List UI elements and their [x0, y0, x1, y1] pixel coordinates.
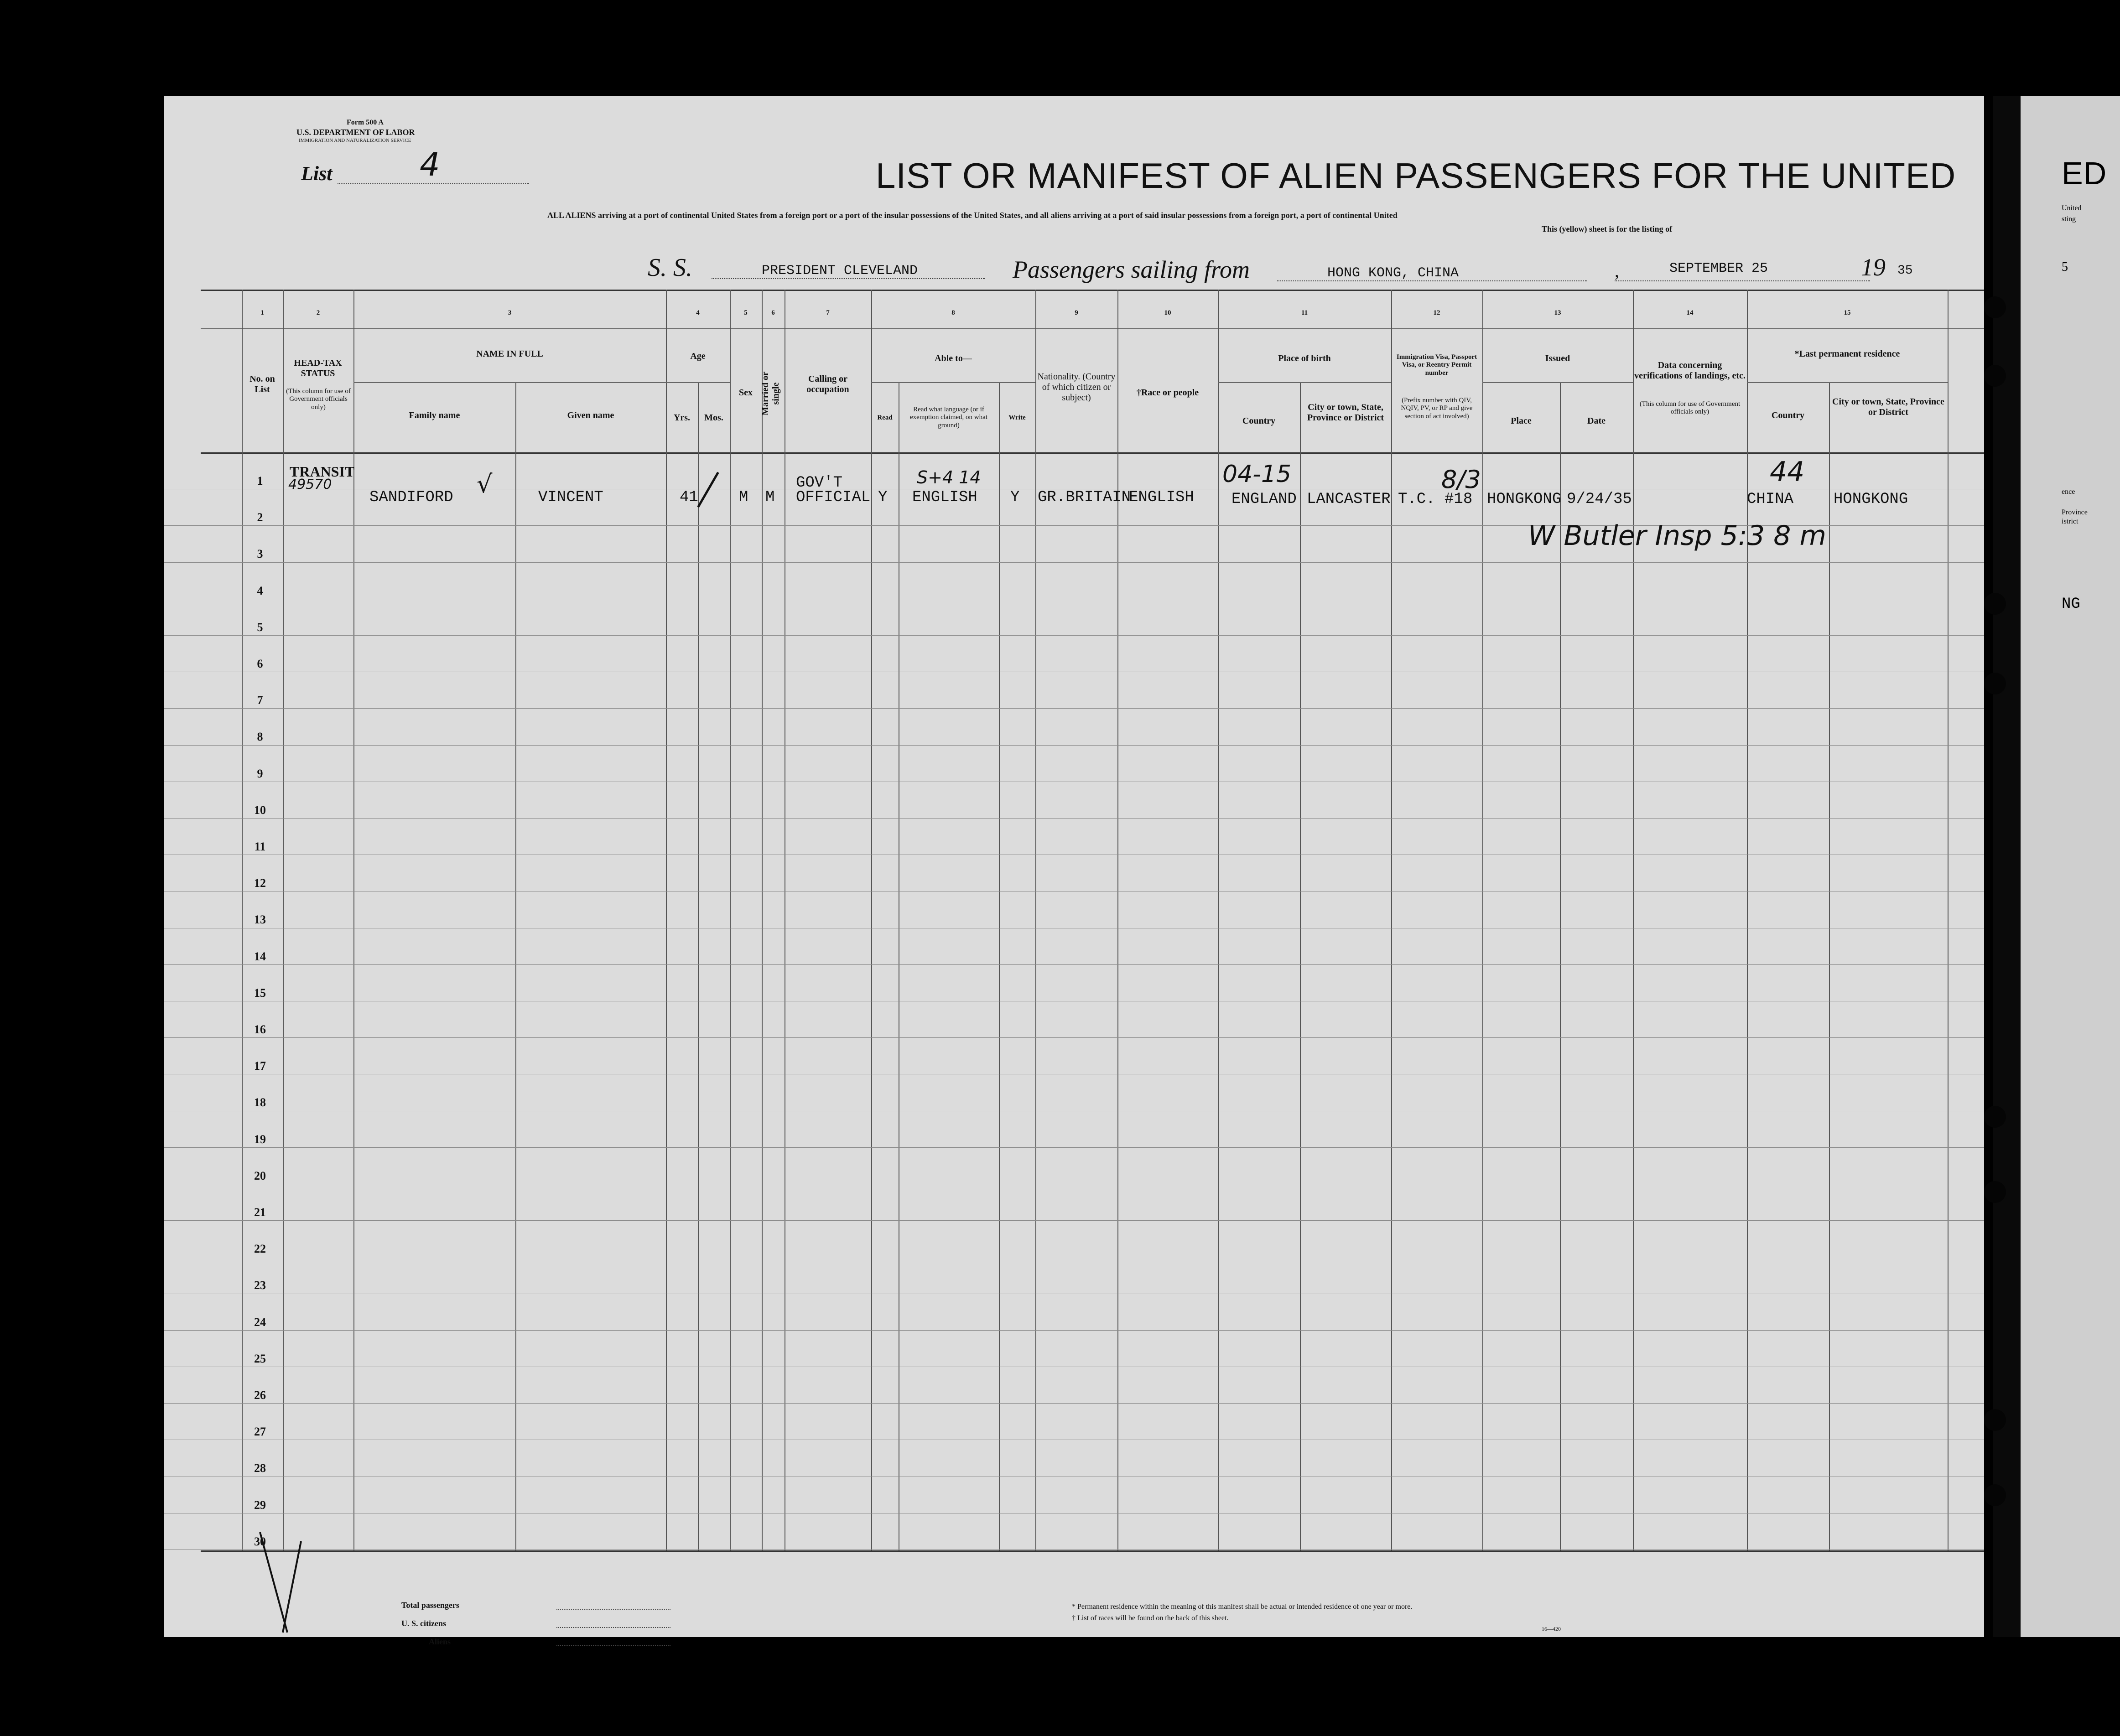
row-divider	[164, 1220, 1984, 1221]
header-issued: Issued	[1545, 353, 1570, 363]
next-page-fragment: istrict	[2062, 518, 2078, 525]
header-calling: Calling or occupation	[806, 374, 849, 394]
row-number: 19	[254, 1132, 266, 1146]
next-page-edge	[1993, 96, 2120, 1637]
header-no-on-list: No. on List	[249, 374, 275, 394]
header-able-to: Able to—	[935, 353, 972, 363]
date-line	[1615, 280, 1870, 281]
issued-place: HONGKONG	[1487, 491, 1562, 508]
binder-hole	[1984, 673, 2006, 694]
column-number: 10	[1164, 309, 1171, 316]
header-issued-place: Place	[1511, 416, 1532, 426]
row-number: 3	[257, 547, 263, 561]
form-number: Form 500 A	[347, 119, 384, 126]
column-number: 13	[1554, 309, 1561, 316]
ss-label: S. S.	[648, 254, 692, 282]
head-tax-status: TRANSIT	[290, 463, 355, 480]
row-number: 28	[254, 1461, 266, 1475]
row-number: 2	[257, 511, 263, 524]
row-divider	[164, 964, 1984, 965]
us-citizens-line	[556, 1627, 670, 1628]
header-sex: Sex	[739, 388, 753, 398]
subtitle-line2: This (yellow) sheet is for the listing of	[1542, 224, 1673, 233]
port: HONG KONG, CHINA	[1327, 265, 1459, 281]
header-head-tax-note: (This column for use of Government officials only)	[286, 388, 351, 411]
handwritten-x-mark	[255, 1523, 328, 1642]
column-number: 11	[1301, 309, 1308, 316]
header-birth-country: Country	[1242, 416, 1276, 426]
header-married: Married or single	[760, 371, 781, 416]
row-number: 25	[254, 1352, 266, 1365]
binder-hole	[1984, 1484, 2006, 1506]
last-residence-country: CHINA	[1747, 491, 1794, 508]
row-divider	[164, 1147, 1984, 1148]
row-number: 16	[254, 1023, 266, 1036]
header-bottom-border	[201, 452, 1984, 454]
row-number: 15	[254, 986, 266, 1000]
binder-hole	[1984, 296, 2006, 318]
binder-hole	[1984, 593, 2006, 615]
column-number-divider	[201, 328, 1984, 329]
row-number: 1	[257, 474, 263, 487]
column-number: 8	[951, 309, 955, 316]
row-number: 18	[254, 1096, 266, 1109]
footnote-races: † List of races will be found on the back of this sheet.	[1072, 1614, 1229, 1622]
column-number: 15	[1844, 309, 1851, 316]
column-number: 5	[744, 309, 748, 316]
next-page-fragment: sting	[2062, 215, 2076, 223]
visa-number: T.C. #18	[1398, 491, 1473, 508]
row-divider	[164, 1330, 1984, 1331]
row-divider	[164, 562, 1984, 563]
manifest-title: LIST OR MANIFEST OF ALIEN PASSENGERS FOR THE UNITED	[876, 155, 1956, 196]
header-lr-city: City or town, State, Province or District	[1832, 397, 1944, 417]
row-divider	[164, 818, 1984, 819]
nationality: GR.BRITAIN	[1038, 489, 1131, 506]
print-code: 16—420	[1542, 1626, 1561, 1632]
row-number: 7	[257, 694, 263, 707]
row-number: 26	[254, 1389, 266, 1402]
next-page-fragment: 5	[2062, 260, 2068, 274]
total-passengers-label: Total passengers	[401, 1601, 459, 1610]
head-tax-handwritten: 49570	[288, 477, 332, 492]
row-number: 8	[257, 730, 263, 744]
row-number: 13	[254, 913, 266, 927]
header-verifications-note: (This column for use of Government officials only)	[1639, 400, 1741, 416]
row-number: 24	[254, 1315, 266, 1329]
inspector-annotation: W Butler Insp 5:3 8 m	[1528, 520, 1826, 552]
header-read-language: Read what language (or if exemption claimed, on what ground)	[910, 406, 987, 429]
row-divider	[164, 1549, 1984, 1550]
header-last-residence: *Last permanent residence	[1794, 349, 1900, 359]
next-page-fragment: Province	[2062, 508, 2088, 516]
row-number: 21	[254, 1206, 266, 1219]
marital-status: M	[765, 489, 775, 506]
age-months-dash	[697, 472, 719, 508]
header-name-in-full: NAME IN FULL	[476, 349, 543, 359]
header-race: †Race or people	[1136, 388, 1199, 398]
aliens-label: Aliens	[429, 1637, 451, 1646]
birth-country: ENGLAND	[1231, 491, 1297, 508]
row-number: 12	[254, 876, 266, 890]
language-handwritten: S+4 14	[917, 467, 981, 487]
binder-hole	[1984, 1181, 2006, 1203]
row-number: 14	[254, 949, 266, 963]
row-number: 4	[257, 584, 263, 597]
row-number: 27	[254, 1425, 266, 1439]
header-yrs: Yrs.	[673, 413, 691, 423]
age-years: 41	[680, 489, 698, 506]
column-number: 7	[826, 309, 830, 316]
department: U.S. DEPARTMENT OF LABOR	[296, 128, 415, 137]
year-prefix: 19	[1861, 254, 1886, 281]
header-issued-date: Date	[1587, 416, 1606, 426]
read-language: ENGLISH	[912, 489, 977, 506]
can-read: Y	[878, 489, 888, 506]
column-number: 14	[1686, 309, 1694, 316]
can-write: Y	[1010, 489, 1020, 506]
table-bottom-border	[201, 1550, 1984, 1552]
column-number: 3	[508, 309, 512, 316]
header-place-of-birth: Place of birth	[1278, 353, 1331, 363]
list-line	[338, 183, 529, 184]
subtitle-line1: ALL ALIENS arriving at a port of continental United States from a foreign port or a port of the insular possessions of the United States, and all aliens arriving at a port of said insular possessions from a foreign port, a port of continental United	[547, 211, 1398, 220]
service: IMMIGRATION AND NATURALIZATION SERVICE	[299, 138, 411, 143]
given-name: VINCENT	[538, 489, 603, 506]
row-number: 5	[257, 620, 263, 634]
race: ENGLISH	[1129, 489, 1194, 506]
row-number: 23	[254, 1279, 266, 1292]
header-visa: Immigration Visa, Passport Visa, or Reentry Permit number	[1396, 353, 1477, 377]
row-divider	[164, 1403, 1984, 1404]
sex: M	[739, 489, 748, 506]
next-page-fragment: ence	[2062, 488, 2075, 496]
row-divider	[164, 708, 1984, 709]
next-page-fragment: United	[2062, 204, 2082, 212]
occupation-line1: GOV'T	[796, 474, 843, 492]
birth-city: LANCASTER	[1307, 491, 1391, 508]
header-age: Age	[690, 351, 706, 361]
lr-country-handwritten: 44	[1770, 456, 1805, 488]
row-number: 29	[254, 1498, 266, 1512]
row-number: 30	[254, 1534, 266, 1548]
last-residence-city: HONGKONG	[1834, 491, 1908, 508]
header-mos: Mos.	[704, 413, 723, 423]
binder-hole	[1984, 1409, 2006, 1431]
header-lr-country: Country	[1771, 410, 1805, 420]
ship-name: PRESIDENT CLEVELAND	[762, 263, 918, 279]
column-number: 1	[260, 309, 264, 316]
column-number: 9	[1075, 309, 1078, 316]
aliens-line	[556, 1645, 670, 1646]
next-page-fragment: NG	[2062, 596, 2080, 613]
separator-comma: ,	[1615, 260, 1619, 281]
row-divider	[164, 635, 1984, 636]
issued-date: 9/24/35	[1567, 491, 1632, 508]
row-number: 10	[254, 803, 266, 817]
list-label: List	[301, 162, 333, 185]
check-mark: √	[477, 470, 493, 498]
next-page-title-fragment: ED	[2062, 155, 2107, 191]
manifest-page	[164, 96, 1984, 1646]
column-number: 6	[771, 309, 775, 316]
header-write: Write	[1008, 414, 1026, 421]
header-family-name: Family name	[409, 410, 460, 420]
row-number: 11	[254, 840, 266, 853]
row-number: 17	[254, 1059, 266, 1073]
family-name: SANDIFORD	[369, 489, 453, 506]
header-birth-city: City or town, State, Province or District	[1307, 402, 1384, 423]
year-suffix: 35	[1897, 264, 1913, 278]
sailing-date: SEPTEMBER 25	[1669, 261, 1768, 276]
row-number: 22	[254, 1242, 266, 1256]
row-divider	[164, 745, 1984, 746]
binder-hole	[1984, 365, 2006, 387]
occupation-line2: OFFICIAL	[796, 489, 871, 506]
visa-handwritten: 8/3	[1441, 465, 1481, 494]
column-number: 4	[696, 309, 700, 316]
header-nationality: Nationality. (Country of which citizen or subject)	[1037, 372, 1116, 403]
header-given-name: Given name	[567, 410, 614, 420]
header-head-tax: HEAD-TAX STATUS	[294, 358, 342, 378]
footnote-residence: * Permanent residence within the meaning of this manifest shall be actual or intended residence of one year or more.	[1072, 1603, 1413, 1611]
sailing-label: Passengers sailing from	[1013, 256, 1250, 283]
header-visa-note: (Prefix number with QIV, NQIV, PV, or RP and give section of act involved)	[1401, 397, 1473, 420]
table-top-border	[201, 290, 1984, 291]
row-divider	[164, 1037, 1984, 1038]
header-verifications: Data concerning verifications of landings, etc.	[1634, 360, 1746, 381]
column-number: 2	[316, 309, 320, 316]
us-citizens-label: U. S. citizens	[401, 1619, 446, 1628]
header-read: Read	[877, 414, 893, 421]
row-number: 9	[257, 767, 263, 780]
list-number: 4	[420, 146, 440, 183]
row-number: 6	[257, 657, 263, 670]
binder-hole	[1984, 1106, 2006, 1128]
birth-country-handwritten: 04-15	[1222, 461, 1292, 488]
total-line	[556, 1609, 670, 1610]
column-number: 12	[1433, 309, 1440, 316]
row-number: 20	[254, 1169, 266, 1182]
